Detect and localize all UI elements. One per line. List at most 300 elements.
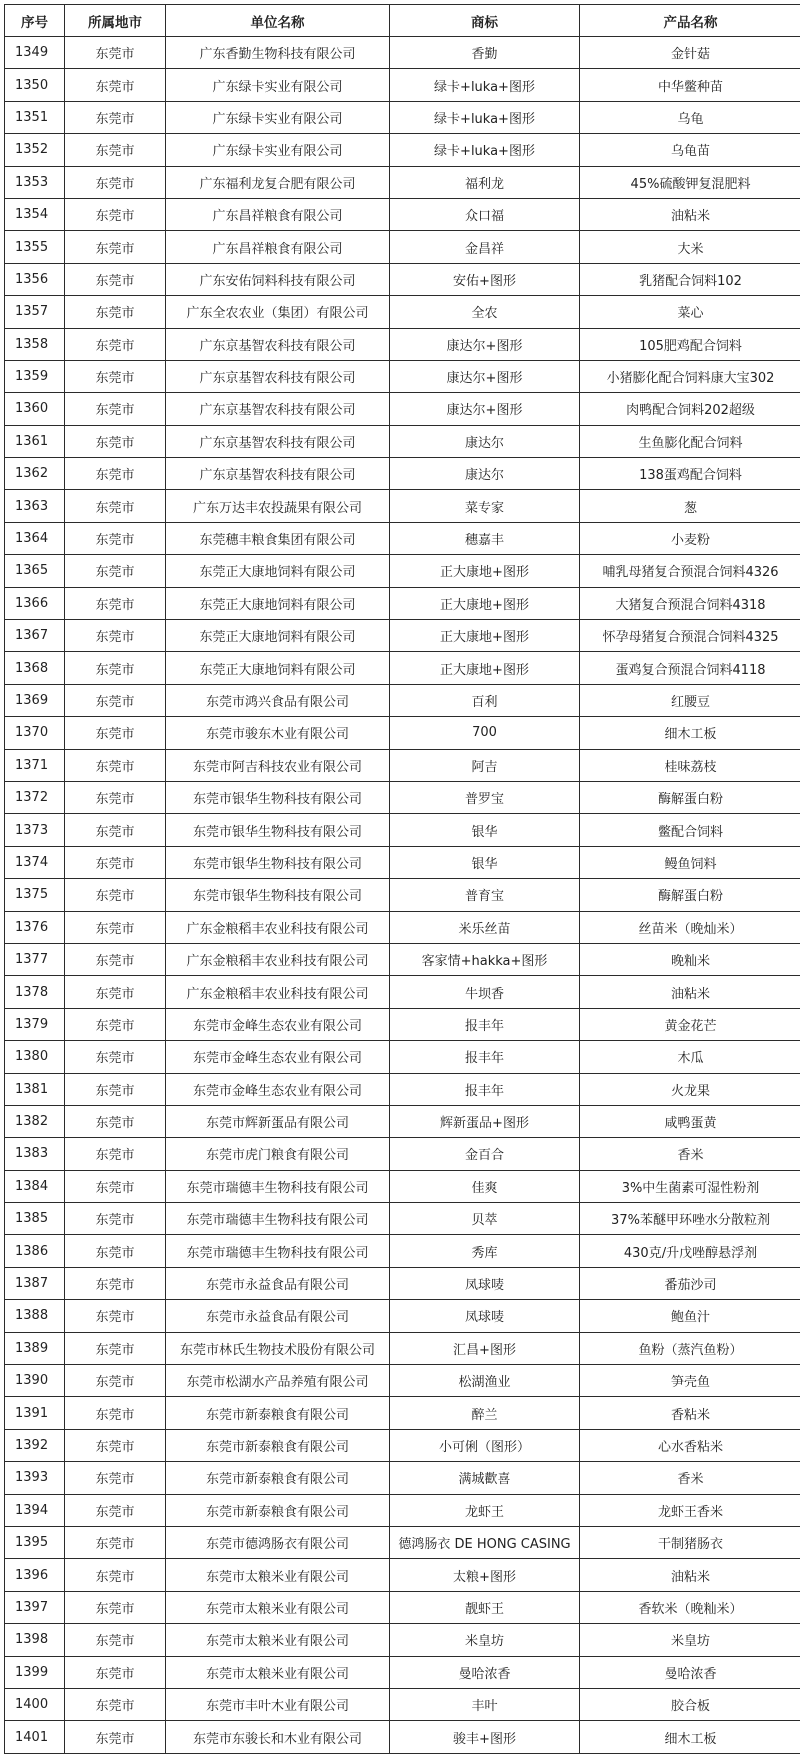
cell-product: 蛋鸡复合预混合饲料4118 [580, 652, 800, 684]
cell-index: 1352 [5, 134, 65, 166]
cell-company: 东莞市金峰生态农业有限公司 [166, 1041, 390, 1073]
cell-city: 东莞市 [65, 360, 166, 392]
cell-product: 鲍鱼汁 [580, 1300, 800, 1332]
cell-trademark: 绿卡+luka+图形 [390, 101, 580, 133]
table-row [5, 1397, 800, 1429]
table-row [5, 166, 800, 198]
table-row [5, 490, 800, 522]
cell-city: 东莞市 [65, 1267, 166, 1299]
table-row [5, 587, 800, 619]
cell-index: 1395 [5, 1526, 65, 1558]
cell-trademark: 醉兰 [390, 1397, 580, 1429]
cell-trademark: 汇昌+图形 [390, 1332, 580, 1364]
table-row [5, 69, 800, 101]
cell-company: 东莞正大康地饲料有限公司 [166, 652, 390, 684]
cell-trademark: 靓虾王 [390, 1591, 580, 1623]
cell-company: 广东绿卡实业有限公司 [166, 101, 390, 133]
cell-product: 肉鸭配合饲料202超级 [580, 393, 800, 425]
cell-city: 东莞市 [65, 814, 166, 846]
cell-city: 东莞市 [65, 134, 166, 166]
cell-product: 香米 [580, 1462, 800, 1494]
cell-product: 菜心 [580, 296, 800, 328]
cell-product: 胶合板 [580, 1688, 800, 1720]
table-row [5, 37, 800, 69]
cell-city: 东莞市 [65, 1591, 166, 1623]
cell-index: 1364 [5, 522, 65, 554]
cell-city: 东莞市 [65, 1624, 166, 1656]
table-row [5, 620, 800, 652]
cell-company: 广东金粮稻丰农业科技有限公司 [166, 911, 390, 943]
cell-index: 1369 [5, 684, 65, 716]
cell-trademark: 正大康地+图形 [390, 620, 580, 652]
cell-index: 1398 [5, 1624, 65, 1656]
cell-index: 1386 [5, 1235, 65, 1267]
table-row [5, 846, 800, 878]
table-row [5, 911, 800, 943]
cell-company: 东莞市太粮米业有限公司 [166, 1624, 390, 1656]
product-table [4, 4, 800, 1754]
cell-city: 东莞市 [65, 1203, 166, 1235]
cell-index: 1350 [5, 69, 65, 101]
cell-index: 1372 [5, 781, 65, 813]
cell-trademark: 米皇坊 [390, 1624, 580, 1656]
cell-product: 细木工板 [580, 717, 800, 749]
cell-product: 中华鳖种苗 [580, 69, 800, 101]
cell-product: 37%苯醚甲环唑水分散粒剂 [580, 1203, 800, 1235]
cell-company: 东莞市新泰粮食有限公司 [166, 1429, 390, 1461]
header-index: 序号 [5, 5, 65, 37]
table-row [5, 1332, 800, 1364]
cell-trademark: 凤球唛 [390, 1300, 580, 1332]
cell-city: 东莞市 [65, 1041, 166, 1073]
cell-index: 1375 [5, 879, 65, 911]
cell-company: 东莞市太粮米业有限公司 [166, 1591, 390, 1623]
cell-product: 酶解蛋白粉 [580, 781, 800, 813]
cell-city: 东莞市 [65, 490, 166, 522]
cell-trademark: 牛坝香 [390, 976, 580, 1008]
cell-product: 鱼粉（蒸汽鱼粉） [580, 1332, 800, 1364]
cell-index: 1381 [5, 1073, 65, 1105]
cell-company: 东莞市松湖水产品养殖有限公司 [166, 1365, 390, 1397]
cell-product: 430克/升戊唑醇悬浮剂 [580, 1235, 800, 1267]
cell-company: 广东全农农业（集团）有限公司 [166, 296, 390, 328]
cell-index: 1387 [5, 1267, 65, 1299]
cell-index: 1385 [5, 1203, 65, 1235]
cell-company: 东莞市瑞德丰生物科技有限公司 [166, 1170, 390, 1202]
cell-company: 广东福利龙复合肥有限公司 [166, 166, 390, 198]
cell-product: 桂味荔枝 [580, 749, 800, 781]
cell-index: 1367 [5, 620, 65, 652]
cell-city: 东莞市 [65, 587, 166, 619]
table-row [5, 263, 800, 295]
table-row [5, 1494, 800, 1526]
cell-trademark: 正大康地+图形 [390, 652, 580, 684]
table-row [5, 1365, 800, 1397]
cell-trademark: 曼哈浓香 [390, 1656, 580, 1688]
cell-company: 东莞市丰叶木业有限公司 [166, 1688, 390, 1720]
cell-index: 1376 [5, 911, 65, 943]
cell-product: 哺乳母猪复合预混合饲料4326 [580, 555, 800, 587]
cell-product: 龙虾王香米 [580, 1494, 800, 1526]
cell-index: 1368 [5, 652, 65, 684]
cell-index: 1363 [5, 490, 65, 522]
cell-trademark: 凤球唛 [390, 1267, 580, 1299]
cell-trademark: 正大康地+图形 [390, 587, 580, 619]
cell-trademark: 绿卡+luka+图形 [390, 69, 580, 101]
cell-index: 1357 [5, 296, 65, 328]
cell-trademark: 康达尔 [390, 425, 580, 457]
cell-city: 东莞市 [65, 1105, 166, 1137]
table-header [5, 5, 800, 37]
cell-index: 1361 [5, 425, 65, 457]
cell-city: 东莞市 [65, 846, 166, 878]
cell-city: 东莞市 [65, 781, 166, 813]
cell-company: 广东京基智农科技有限公司 [166, 393, 390, 425]
cell-city: 东莞市 [65, 911, 166, 943]
cell-trademark: 绿卡+luka+图形 [390, 134, 580, 166]
cell-city: 东莞市 [65, 1526, 166, 1558]
cell-product: 小猪膨化配合饲料康大宝302 [580, 360, 800, 392]
cell-company: 东莞市林氏生物技术股份有限公司 [166, 1332, 390, 1364]
cell-index: 1362 [5, 458, 65, 490]
cell-index: 1390 [5, 1365, 65, 1397]
cell-index: 1360 [5, 393, 65, 425]
cell-company: 广东金粮稻丰农业科技有限公司 [166, 976, 390, 1008]
cell-company: 广东金粮稻丰农业科技有限公司 [166, 943, 390, 975]
table-body [5, 37, 800, 1754]
cell-city: 东莞市 [65, 1300, 166, 1332]
table-row [5, 1300, 800, 1332]
cell-trademark: 香勤 [390, 37, 580, 69]
table-row [5, 1235, 800, 1267]
cell-index: 1378 [5, 976, 65, 1008]
table-row [5, 1429, 800, 1461]
cell-product: 生鱼膨化配合饲料 [580, 425, 800, 457]
cell-product: 138蛋鸡配合饲料 [580, 458, 800, 490]
cell-index: 1393 [5, 1462, 65, 1494]
cell-product: 曼哈浓香 [580, 1656, 800, 1688]
cell-index: 1379 [5, 1008, 65, 1040]
cell-trademark: 满城歡喜 [390, 1462, 580, 1494]
table-row [5, 684, 800, 716]
cell-index: 1392 [5, 1429, 65, 1461]
cell-company: 东莞市虎门粮食有限公司 [166, 1138, 390, 1170]
cell-product: 葱 [580, 490, 800, 522]
table-row [5, 231, 800, 263]
cell-city: 东莞市 [65, 1073, 166, 1105]
cell-trademark: 福利龙 [390, 166, 580, 198]
header-row [5, 5, 800, 37]
cell-city: 东莞市 [65, 231, 166, 263]
cell-company: 广东昌祥粮食有限公司 [166, 198, 390, 230]
table-row [5, 652, 800, 684]
cell-index: 1373 [5, 814, 65, 846]
table-row [5, 393, 800, 425]
cell-product: 怀孕母猪复合预混合饲料4325 [580, 620, 800, 652]
cell-index: 1371 [5, 749, 65, 781]
cell-trademark: 穗嘉丰 [390, 522, 580, 554]
cell-city: 东莞市 [65, 69, 166, 101]
cell-trademark: 米乐丝苗 [390, 911, 580, 943]
cell-index: 1388 [5, 1300, 65, 1332]
cell-company: 东莞市骏东木业有限公司 [166, 717, 390, 749]
cell-city: 东莞市 [65, 1008, 166, 1040]
cell-trademark: 康达尔 [390, 458, 580, 490]
cell-city: 东莞市 [65, 1462, 166, 1494]
cell-city: 东莞市 [65, 555, 166, 587]
cell-company: 广东绿卡实业有限公司 [166, 69, 390, 101]
cell-trademark: 金百合 [390, 1138, 580, 1170]
cell-company: 东莞市永益食品有限公司 [166, 1300, 390, 1332]
cell-trademark: 客家情+hakka+图形 [390, 943, 580, 975]
cell-product: 小麦粉 [580, 522, 800, 554]
cell-trademark: 辉新蛋品+图形 [390, 1105, 580, 1137]
cell-city: 东莞市 [65, 296, 166, 328]
cell-product: 大猪复合预混合饲料4318 [580, 587, 800, 619]
cell-index: 1382 [5, 1105, 65, 1137]
cell-city: 东莞市 [65, 166, 166, 198]
cell-product: 丝苗米（晚灿米） [580, 911, 800, 943]
cell-city: 东莞市 [65, 1656, 166, 1688]
table-row [5, 360, 800, 392]
table-row [5, 1267, 800, 1299]
cell-city: 东莞市 [65, 198, 166, 230]
cell-city: 东莞市 [65, 976, 166, 1008]
cell-trademark: 金昌祥 [390, 231, 580, 263]
cell-company: 东莞市德鸿肠衣有限公司 [166, 1526, 390, 1558]
cell-company: 东莞市瑞德丰生物科技有限公司 [166, 1235, 390, 1267]
cell-index: 1355 [5, 231, 65, 263]
cell-product: 木瓜 [580, 1041, 800, 1073]
cell-company: 东莞市太粮米业有限公司 [166, 1656, 390, 1688]
cell-company: 东莞市永益食品有限公司 [166, 1267, 390, 1299]
cell-city: 东莞市 [65, 1235, 166, 1267]
table-row [5, 555, 800, 587]
cell-product: 乌龟 [580, 101, 800, 133]
cell-city: 东莞市 [65, 425, 166, 457]
table-row [5, 1170, 800, 1202]
cell-company: 东莞市太粮米业有限公司 [166, 1559, 390, 1591]
cell-index: 1358 [5, 328, 65, 360]
cell-product: 干制猪肠衣 [580, 1526, 800, 1558]
cell-product: 鳖配合饲料 [580, 814, 800, 846]
cell-index: 1377 [5, 943, 65, 975]
cell-trademark: 康达尔+图形 [390, 328, 580, 360]
cell-product: 乌龟苗 [580, 134, 800, 166]
cell-trademark: 秀库 [390, 1235, 580, 1267]
cell-city: 东莞市 [65, 717, 166, 749]
cell-index: 1351 [5, 101, 65, 133]
cell-index: 1400 [5, 1688, 65, 1720]
cell-product: 乳猪配合饲料102 [580, 263, 800, 295]
cell-trademark: 报丰年 [390, 1041, 580, 1073]
cell-city: 东莞市 [65, 652, 166, 684]
cell-city: 东莞市 [65, 522, 166, 554]
cell-company: 东莞市辉新蛋品有限公司 [166, 1105, 390, 1137]
cell-city: 东莞市 [65, 1397, 166, 1429]
cell-trademark: 正大康地+图形 [390, 555, 580, 587]
table-row [5, 749, 800, 781]
table-row [5, 1041, 800, 1073]
cell-product: 大米 [580, 231, 800, 263]
cell-index: 1353 [5, 166, 65, 198]
cell-trademark: 菜专家 [390, 490, 580, 522]
cell-product: 油粘米 [580, 1559, 800, 1591]
cell-company: 广东昌祥粮食有限公司 [166, 231, 390, 263]
cell-trademark: 阿吉 [390, 749, 580, 781]
product-table-container [4, 4, 776, 1754]
cell-product: 米皇坊 [580, 1624, 800, 1656]
table-row [5, 1203, 800, 1235]
cell-trademark: 银华 [390, 814, 580, 846]
cell-index: 1374 [5, 846, 65, 878]
cell-trademark: 松湖渔业 [390, 1365, 580, 1397]
cell-company: 东莞市银华生物科技有限公司 [166, 846, 390, 878]
cell-product: 咸鸭蛋黄 [580, 1105, 800, 1137]
cell-city: 东莞市 [65, 393, 166, 425]
table-row [5, 1624, 800, 1656]
cell-index: 1391 [5, 1397, 65, 1429]
cell-trademark: 康达尔+图形 [390, 360, 580, 392]
cell-city: 东莞市 [65, 1365, 166, 1397]
cell-product: 细木工板 [580, 1721, 800, 1753]
cell-index: 1384 [5, 1170, 65, 1202]
cell-city: 东莞市 [65, 1170, 166, 1202]
cell-city: 东莞市 [65, 328, 166, 360]
cell-city: 东莞市 [65, 943, 166, 975]
table-row [5, 814, 800, 846]
cell-company: 广东京基智农科技有限公司 [166, 425, 390, 457]
cell-index: 1380 [5, 1041, 65, 1073]
table-row [5, 198, 800, 230]
cell-company: 东莞正大康地饲料有限公司 [166, 587, 390, 619]
table-row [5, 134, 800, 166]
cell-trademark: 安佑+图形 [390, 263, 580, 295]
cell-index: 1356 [5, 263, 65, 295]
cell-index: 1397 [5, 1591, 65, 1623]
table-row [5, 1105, 800, 1137]
cell-product: 黄金花芒 [580, 1008, 800, 1040]
cell-company: 广东绿卡实业有限公司 [166, 134, 390, 166]
cell-trademark: 普育宝 [390, 879, 580, 911]
cell-trademark: 德鸿肠衣 DE HONG CASING [390, 1526, 580, 1558]
table-row [5, 1591, 800, 1623]
table-row [5, 1559, 800, 1591]
header-product: 产品名称 [580, 5, 800, 37]
cell-index: 1359 [5, 360, 65, 392]
table-row [5, 1656, 800, 1688]
cell-company: 东莞市银华生物科技有限公司 [166, 879, 390, 911]
cell-index: 1354 [5, 198, 65, 230]
table-row [5, 1008, 800, 1040]
cell-trademark: 全农 [390, 296, 580, 328]
cell-product: 油粘米 [580, 976, 800, 1008]
table-row [5, 425, 800, 457]
table-row [5, 1526, 800, 1558]
cell-trademark: 百利 [390, 684, 580, 716]
cell-city: 东莞市 [65, 1559, 166, 1591]
cell-company: 东莞市瑞德丰生物科技有限公司 [166, 1203, 390, 1235]
cell-trademark: 佳爽 [390, 1170, 580, 1202]
cell-city: 东莞市 [65, 1688, 166, 1720]
cell-company: 东莞市阿吉科技农业有限公司 [166, 749, 390, 781]
cell-city: 东莞市 [65, 1494, 166, 1526]
cell-company: 广东香勤生物科技有限公司 [166, 37, 390, 69]
table-row [5, 879, 800, 911]
table-row [5, 1721, 800, 1753]
cell-trademark: 龙虾王 [390, 1494, 580, 1526]
cell-trademark: 普罗宝 [390, 781, 580, 813]
cell-city: 东莞市 [65, 684, 166, 716]
cell-company: 东莞市鸿兴食品有限公司 [166, 684, 390, 716]
cell-trademark: 贝萃 [390, 1203, 580, 1235]
cell-company: 东莞市新泰粮食有限公司 [166, 1397, 390, 1429]
table-row [5, 101, 800, 133]
cell-index: 1401 [5, 1721, 65, 1753]
cell-trademark: 报丰年 [390, 1073, 580, 1105]
cell-product: 金针菇 [580, 37, 800, 69]
table-row [5, 717, 800, 749]
cell-city: 东莞市 [65, 1429, 166, 1461]
cell-company: 东莞市银华生物科技有限公司 [166, 814, 390, 846]
table-row [5, 296, 800, 328]
header-city: 所属地市 [65, 5, 166, 37]
cell-product: 晚籼米 [580, 943, 800, 975]
table-row [5, 781, 800, 813]
cell-city: 东莞市 [65, 458, 166, 490]
cell-trademark: 报丰年 [390, 1008, 580, 1040]
cell-product: 笋壳鱼 [580, 1365, 800, 1397]
cell-city: 东莞市 [65, 879, 166, 911]
cell-index: 1383 [5, 1138, 65, 1170]
cell-trademark: 700 [390, 717, 580, 749]
header-company: 单位名称 [166, 5, 390, 37]
cell-company: 东莞市金峰生态农业有限公司 [166, 1073, 390, 1105]
cell-product: 酶解蛋白粉 [580, 879, 800, 911]
cell-trademark: 康达尔+图形 [390, 393, 580, 425]
cell-index: 1394 [5, 1494, 65, 1526]
cell-company: 东莞市新泰粮食有限公司 [166, 1494, 390, 1526]
cell-company: 东莞穗丰粮食集团有限公司 [166, 522, 390, 554]
cell-product: 香米 [580, 1138, 800, 1170]
cell-city: 东莞市 [65, 263, 166, 295]
cell-city: 东莞市 [65, 1721, 166, 1753]
cell-trademark: 太粮+图形 [390, 1559, 580, 1591]
cell-company: 东莞市东骏长和木业有限公司 [166, 1721, 390, 1753]
cell-index: 1389 [5, 1332, 65, 1364]
cell-product: 香软米（晚籼米） [580, 1591, 800, 1623]
cell-city: 东莞市 [65, 101, 166, 133]
cell-city: 东莞市 [65, 1332, 166, 1364]
cell-index: 1366 [5, 587, 65, 619]
table-row [5, 1073, 800, 1105]
cell-product: 45%硫酸钾复混肥料 [580, 166, 800, 198]
cell-product: 105肥鸡配合饲料 [580, 328, 800, 360]
cell-product: 鳗鱼饲料 [580, 846, 800, 878]
cell-trademark: 骏丰+图形 [390, 1721, 580, 1753]
header-trademark: 商标 [390, 5, 580, 37]
cell-company: 广东京基智农科技有限公司 [166, 360, 390, 392]
cell-product: 火龙果 [580, 1073, 800, 1105]
cell-company: 东莞市金峰生态农业有限公司 [166, 1008, 390, 1040]
cell-city: 东莞市 [65, 37, 166, 69]
table-row [5, 328, 800, 360]
cell-index: 1399 [5, 1656, 65, 1688]
cell-company: 东莞市银华生物科技有限公司 [166, 781, 390, 813]
cell-company: 东莞市新泰粮食有限公司 [166, 1462, 390, 1494]
table-row [5, 1138, 800, 1170]
cell-product: 心水香粘米 [580, 1429, 800, 1461]
